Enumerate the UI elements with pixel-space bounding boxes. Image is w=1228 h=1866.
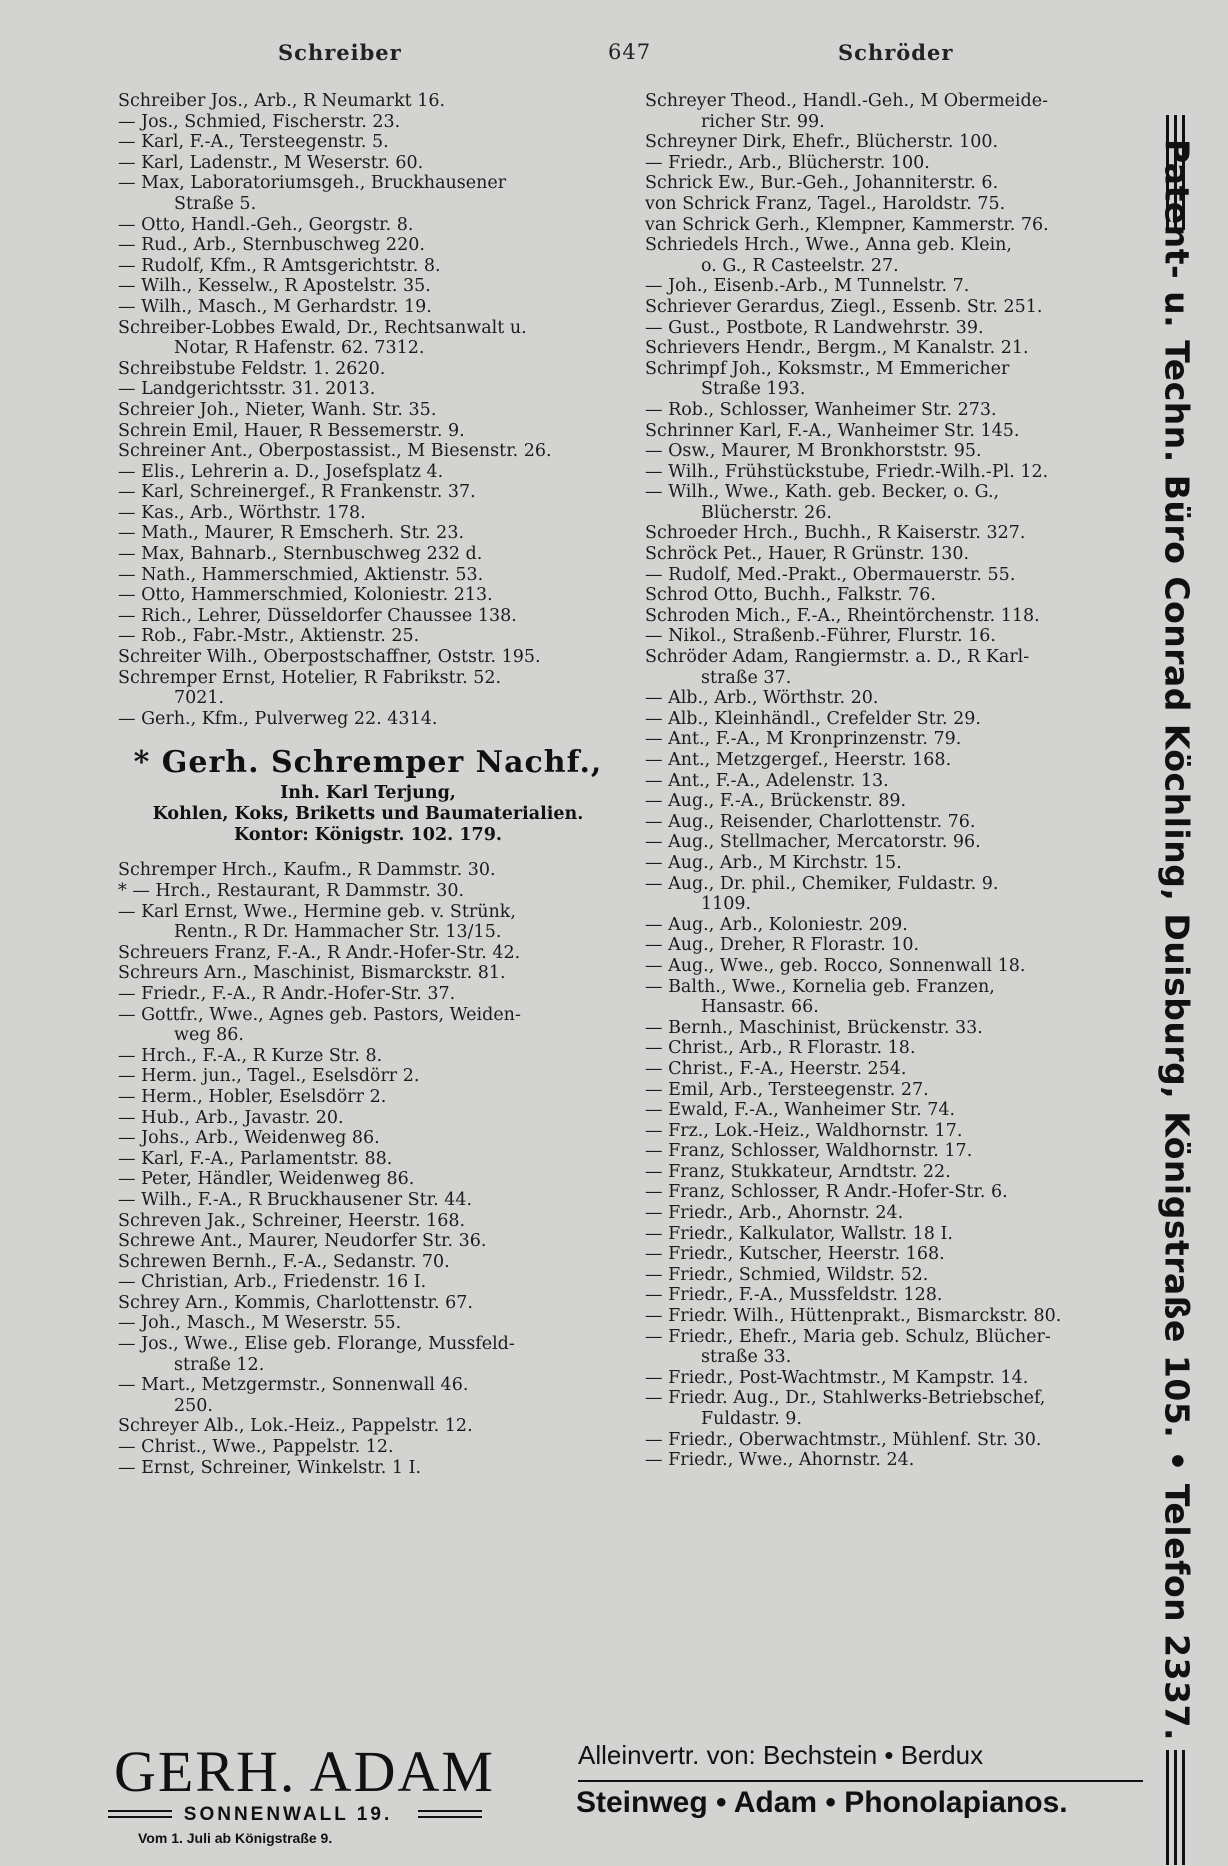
directory-entry: Schreiber Jos., Arb., R Neumarkt 16. xyxy=(118,91,446,111)
directory-entry: — Gust., Postbote, R Landwehrstr. 39. xyxy=(645,317,984,338)
directory-entry: — Friedr., Kalkulator, Wallstr. 18 I. xyxy=(645,1223,953,1244)
sidebar-bar xyxy=(1174,1750,1177,1865)
directory-entry: Blücherstr. 26. xyxy=(701,502,832,523)
directory-entry: Schreyer Alb., Lok.-Heiz., Pappelstr. 12. xyxy=(118,1416,473,1437)
directory-entry: — Franz, Schlosser, Waldhornstr. 17. xyxy=(645,1141,973,1162)
sidebar-bar xyxy=(1182,1750,1185,1865)
directory-entry: — Christian, Arb., Friedenstr. 16 I. xyxy=(118,1272,427,1293)
directory-entry: — Hub., Arb., Javastr. 20. xyxy=(118,1107,344,1128)
left-column xyxy=(118,91,628,1478)
directory-entry: Schreyner Dirk, Ehefr., Blücherstr. 100. xyxy=(645,132,999,153)
directory-entry: Notar, R Hafenstr. 62. 7312. xyxy=(174,338,425,359)
directory-entry: Schrod Otto, Buchh., Falkstr. 76. xyxy=(645,585,936,606)
directory-entry: — Nath., Hammerschmied, Aktienstr. 53. xyxy=(118,564,484,585)
footer-company-name: GERH. ADAM xyxy=(114,1739,495,1804)
directory-entry: — Friedr., Arb., Ahornstr. 24. xyxy=(645,1203,904,1224)
directory-entry: — Friedr., Ehefr., Maria geb. Schulz, Blücher- xyxy=(645,1326,1051,1347)
directory-entry: — Max, Laboratoriumsgeh., Bruckhausener xyxy=(118,173,507,194)
patent-office-sidebar xyxy=(1152,55,1202,1825)
directory-entry: — Ewald, F.-A., Wanheimer Str. 74. xyxy=(645,1100,956,1121)
directory-entry: Schremper Hrch., Kaufm., R Dammstr. 30. xyxy=(118,860,496,881)
directory-entry: Schrey Arn., Kommis, Charlottenstr. 67. xyxy=(118,1292,473,1313)
directory-entry: — Nikol., Straßenb.-Führer, Flurstr. 16. xyxy=(645,626,996,647)
directory-entry: — Osw., Maurer, M Bronkhorststr. 95. xyxy=(645,441,982,462)
directory-entry: — Karl Ernst, Wwe., Hermine geb. v. Strünk, xyxy=(118,901,516,922)
right-column xyxy=(645,91,1145,1471)
directory-entry: — Christ., Arb., R Florastr. 18. xyxy=(645,1038,916,1059)
directory-entry: Schreyer Theod., Handl.-Geh., M Obermeide- xyxy=(645,91,1048,111)
directory-entry: Hansastr. 66. xyxy=(701,997,819,1018)
directory-entry: — Max, Bahnarb., Sternbuschweg 232 d. xyxy=(118,544,483,565)
directory-entry: Schreuers Franz, F.-A., R Andr.-Hofer-Str. 42. xyxy=(118,942,521,963)
directory-entry: straße 33. xyxy=(701,1347,792,1368)
directory-entry: — Friedr., Oberwachtmstr., Mühlenf. Str. 30. xyxy=(645,1429,1042,1450)
directory-entry: — Peter, Händler, Weidenweg 86. xyxy=(118,1169,415,1190)
directory-entry: Schreiber-Lobbes Ewald, Dr., Rechtsanwalt u. xyxy=(118,317,527,338)
directory-entry: — Christ., Wwe., Pappelstr. 12. xyxy=(118,1437,394,1458)
directory-entry: — Joh., Masch., M Weserstr. 55. xyxy=(118,1313,402,1334)
ad-company-name: * Gerh. Schremper Nachf., xyxy=(133,745,603,781)
directory-entry: Fuldastr. 9. xyxy=(701,1409,802,1429)
directory-entry: — Friedr., F.-A., R Andr.-Hofer-Str. 37. xyxy=(118,983,456,1004)
directory-entry: * — Hrch., Restaurant, R Dammstr. 30. xyxy=(118,881,465,901)
directory-entry: — Gerh., Kfm., Pulverweg 22. 4314. xyxy=(118,708,438,729)
directory-entry: Schriedels Hrch., Wwe., Anna geb. Klein, xyxy=(645,235,1012,256)
directory-entry: — Rich., Lehrer, Düsseldorfer Chaussee 138. xyxy=(118,605,517,626)
directory-entry: Schrievers Hendr., Bergm., M Kanalstr. 21. xyxy=(645,338,1029,359)
directory-entry: Straße 193. xyxy=(701,379,806,400)
directory-entry: — Emil, Arb., Tersteegenstr. 27. xyxy=(645,1079,929,1100)
directory-entry: — Friedr., F.-A., Mussfeldstr. 128. xyxy=(645,1285,943,1306)
directory-entry: — Aug., Arb., Koloniestr. 209. xyxy=(645,914,908,935)
directory-entry: — Johs., Arb., Weidenweg 86. xyxy=(118,1128,380,1149)
sidebar-bar xyxy=(1166,1750,1169,1865)
directory-entry: Schröck Pet., Hauer, R Grünstr. 130. xyxy=(645,544,970,565)
directory-entry: — Herm. jun., Tagel., Eselsdörr 2. xyxy=(118,1066,420,1087)
directory-entry: — Friedr., Wwe., Ahornstr. 24. xyxy=(645,1450,915,1471)
directory-entry: — Otto, Hammerschmied, Koloniestr. 213. xyxy=(118,585,493,606)
directory-entry: — Aug., F.-A., Brückenstr. 89. xyxy=(645,791,907,812)
directory-entry: Schreibstube Feldstr. 1. 2620. xyxy=(118,358,386,379)
directory-entry: — Kas., Arb., Wörthstr. 178. xyxy=(118,502,366,523)
directory-entry: — Landgerichtsstr. 31. 2013. xyxy=(118,379,376,400)
directory-entry: Schreiter Wilh., Oberpostschaffner, Oststr. 195. xyxy=(118,647,541,668)
directory-entry: Schroden Mich., F.-A., Rheintörchenstr. 118. xyxy=(645,605,1040,626)
directory-entry: — Ant., Metzgergef., Heerstr. 168. xyxy=(645,750,952,770)
directory-entry: — Rob., Fabr.-Mstr., Aktienstr. 25. xyxy=(118,626,420,647)
directory-entry: — Karl, Ladenstr., M Weserstr. 60. xyxy=(118,152,424,173)
directory-entry: richer Str. 99. xyxy=(701,111,825,132)
directory-entry: — Jos., Wwe., Elise geb. Florange, Mussfeld- xyxy=(118,1334,515,1355)
directory-entry: 7021. xyxy=(174,688,225,709)
directory-entry: Schroeder Hrch., Buchh., R Kaiserstr. 327. xyxy=(645,523,1026,544)
directory-entry: — Wilh., Frühstückstube, Friedr.-Wilh.-Pl. 12. xyxy=(645,461,1049,482)
directory-entry: — Aug., Wwe., geb. Rocco, Sonnenwall 18. xyxy=(645,955,1026,976)
directory-entry: — Aug., Reisender, Charlottenstr. 76. xyxy=(645,811,976,832)
directory-entry: — Otto, Handl.-Geh., Georgstr. 8. xyxy=(118,214,414,235)
directory-entry: — Friedr., Schmied, Wildstr. 52. xyxy=(645,1264,929,1285)
directory-entry: o. G., R Casteelstr. 27. xyxy=(701,255,899,276)
directory-entry: — Ernst, Schreiner, Winkelstr. 1 I. xyxy=(118,1457,422,1478)
ad-goods: Kohlen, Koks, Briketts und Baumaterialien. xyxy=(152,804,584,825)
ad-owner: Inh. Karl Terjung, xyxy=(280,783,456,804)
directory-entry: — Ant., F.-A., Adelenstr. 13. xyxy=(645,770,889,791)
directory-entry: — Friedr., Post-Wachtmstr., M Kampstr. 14. xyxy=(645,1367,1029,1388)
directory-entry: — Ant., F.-A., M Kronprinzenstr. 79. xyxy=(645,729,962,750)
left-entries-bottom xyxy=(118,860,628,1478)
directory-entry: — Alb., Arb., Wörthstr. 20. xyxy=(645,688,879,709)
directory-entry: Schreurs Arn., Maschinist, Bismarckstr. 81. xyxy=(118,963,506,984)
footer-address: SONNENWALL 19. xyxy=(108,1804,468,1826)
directory-entry: von Schrick Franz, Tagel., Haroldstr. 75. xyxy=(645,193,1006,214)
directory-entry: Straße 5. xyxy=(174,193,257,214)
directory-entry: Schreier Joh., Nieter, Wanh. Str. 35. xyxy=(118,399,437,420)
directory-entry: weg 86. xyxy=(174,1025,244,1046)
directory-entry: Schröder Adam, Rangiermstr. a. D., R Karl- xyxy=(645,647,1030,668)
directory-entry: — Franz, Stukkateur, Arndtstr. 22. xyxy=(645,1161,951,1182)
schremper-advertisement xyxy=(108,743,628,846)
directory-entry: — Mart., Metzgermstr., Sonnenwall 46. xyxy=(118,1375,469,1396)
directory-entry: — Math., Maurer, R Emscherh. Str. 23. xyxy=(118,523,465,544)
directory-entry: — Aug., Dreher, R Florastr. 10. xyxy=(645,935,920,956)
directory-entry: Schrewe Ant., Maurer, Neudorfer Str. 36. xyxy=(118,1231,487,1252)
running-head-right: Schröder xyxy=(838,40,954,65)
directory-entry: Schreiner Ant., Oberpostassist., M Biesenstr. 26. xyxy=(118,441,552,462)
directory-entry: — Jos., Schmied, Fischerstr. 23. xyxy=(118,111,401,132)
running-head-left: Schreiber xyxy=(278,40,402,65)
directory-entry: — Frz., Lok.-Heiz., Waldhornstr. 17. xyxy=(645,1120,963,1141)
footer-move-note: Vom 1. Juli ab Königstraße 9. xyxy=(138,1830,333,1846)
directory-entry: Schremper Ernst, Hotelier, R Fabrikstr. 52. xyxy=(118,667,502,688)
directory-entry: Schrein Emil, Hauer, R Bessemerstr. 9. xyxy=(118,420,465,441)
directory-entry: — Karl, F.-A., Parlamentstr. 88. xyxy=(118,1148,393,1169)
directory-entry: Schrinner Karl, F.-A., Wanheimer Str. 145. xyxy=(645,420,1020,441)
directory-entry: Schrimpf Joh., Koksmstr., M Emmericher xyxy=(645,358,1010,379)
directory-entry: — Friedr. Wilh., Hüttenprakt., Bismarckstr. 80. xyxy=(645,1306,1062,1327)
directory-entry: 250. xyxy=(174,1395,213,1416)
directory-entry: straße 12. xyxy=(174,1354,265,1375)
directory-entry: — Rudolf, Kfm., R Amtsgerichtstr. 8. xyxy=(118,255,441,276)
directory-entry: — Rob., Schlosser, Wanheimer Str. 273. xyxy=(645,399,997,420)
directory-entry: — Herm., Hobler, Eselsdörr 2. xyxy=(118,1086,387,1107)
directory-entry: — Karl, F.-A., Tersteegenstr. 5. xyxy=(118,132,389,153)
directory-entry: — Rud., Arb., Sternbuschweg 220. xyxy=(118,235,425,256)
directory-entry: — Joh., Eisenb.-Arb., M Tunnelstr. 7. xyxy=(645,276,970,297)
directory-entry: — Rudolf, Med.-Prakt., Obermauerstr. 55. xyxy=(645,564,1016,585)
directory-entry: — Hrch., F.-A., R Kurze Str. 8. xyxy=(118,1045,383,1066)
directory-entry: — Aug., Arb., M Kirchstr. 15. xyxy=(645,852,902,873)
directory-entry: — Wilh., F.-A., R Bruckhausener Str. 44. xyxy=(118,1189,473,1210)
directory-entry: — Franz, Schlosser, R Andr.-Hofer-Str. 6. xyxy=(645,1182,1008,1203)
ad-office: Kontor: Königstr. 102. 179. xyxy=(234,825,502,846)
directory-entry: — Aug., Dr. phil., Chemiker, Fuldastr. 9. xyxy=(645,873,999,894)
directory-entry: — Wilh., Kesselw., R Apostelstr. 35. xyxy=(118,276,431,297)
left-entries-top xyxy=(118,91,628,729)
directory-entry: — Balth., Wwe., Kornelia geb. Franzen, xyxy=(645,976,995,997)
directory-entry: — Aug., Stellmacher, Mercatorstr. 96. xyxy=(645,832,981,853)
page-number: 647 xyxy=(608,40,652,64)
directory-entry: Schriever Gerardus, Ziegl., Essenb. Str. 251. xyxy=(645,296,1043,317)
directory-entry: Rentn., R Dr. Hammacher Str. 13/15. xyxy=(174,922,502,943)
directory-entry: — Karl, Schreinergef., R Frankenstr. 37. xyxy=(118,482,476,503)
directory-entry: straße 37. xyxy=(701,667,792,688)
directory-entry: — Alb., Kleinhändl., Crefelder Str. 29. xyxy=(645,708,981,729)
directory-entry: — Friedr. Aug., Dr., Stahlwerks-Betriebschef, xyxy=(645,1388,1046,1409)
footer-divider xyxy=(578,1780,1143,1782)
directory-entry: — Elis., Lehrerin a. D., Josefsplatz 4. xyxy=(118,461,444,482)
adam-advertisement xyxy=(108,1738,1148,1846)
directory-entry: — Wilh., Masch., M Gerhardstr. 19. xyxy=(118,296,432,317)
directory-entry: van Schrick Gerh., Klempner, Kammerstr. 76. xyxy=(645,214,1049,235)
directory-entry: — Gottfr., Wwe., Agnes geb. Pastors, Weiden- xyxy=(118,1004,521,1025)
directory-entry: — Wilh., Wwe., Kath. geb. Becker, o. G., xyxy=(645,482,1000,503)
footer-piano-brands: Steinweg • Adam • Phonolapianos. xyxy=(576,1786,1068,1819)
directory-entry: Schrewen Bernh., F.-A., Sedanstr. 70. xyxy=(118,1251,450,1272)
sidebar-text: Patent- u. Techn. Büro Conrad Köchling, Duisburg, Königstraße 105. • Telefon 2337. xyxy=(1157,139,1197,1741)
footer-agency: Alleinvertr. von: Bechstein • Berdux xyxy=(578,1740,984,1770)
directory-entry: — Friedr., Kutscher, Heerstr. 168. xyxy=(645,1244,945,1265)
directory-entry: Schreven Jak., Schreiner, Heerstr. 168. xyxy=(118,1210,466,1231)
directory-entry: — Friedr., Arb., Blücherstr. 100. xyxy=(645,152,930,173)
directory-entry: — Bernh., Maschinist, Brückenstr. 33. xyxy=(645,1017,983,1038)
directory-entry: Schrick Ew., Bur.-Geh., Johanniterstr. 6. xyxy=(645,173,999,194)
directory-entry: 1109. xyxy=(701,894,752,915)
directory-entry: — Christ., F.-A., Heerstr. 254. xyxy=(645,1058,907,1079)
